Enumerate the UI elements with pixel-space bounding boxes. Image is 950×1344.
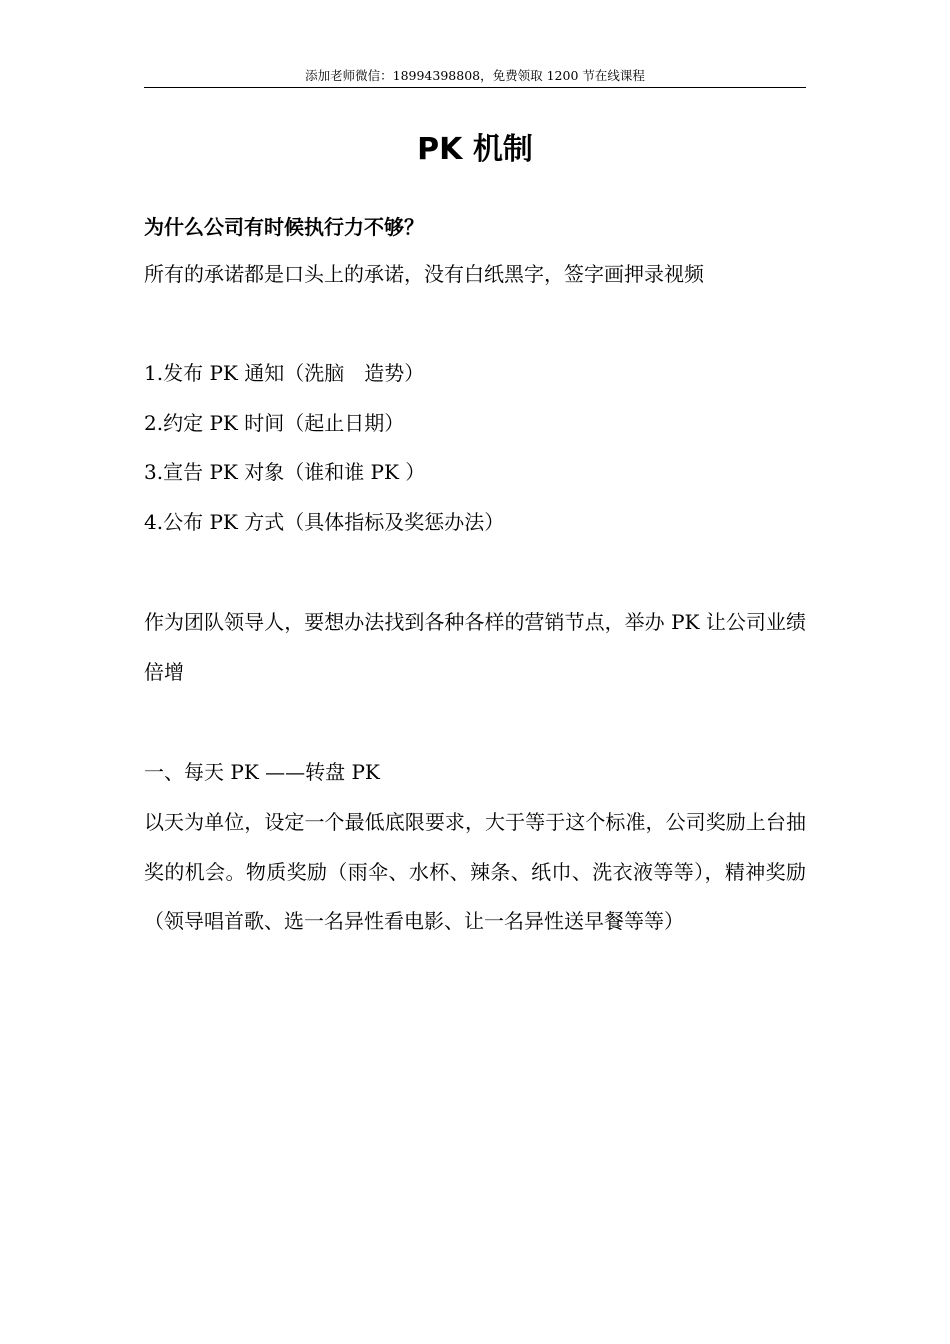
question-heading: 为什么公司有时候执行力不够？ [144,215,424,239]
page-header-text: 添加老师微信：18994398808，免费领取 1200 节在线课程 [305,68,645,83]
step-item-3: 3.宣告 PK 对象（谁和谁 PK ） [144,460,426,484]
step-item-2: 2.约定 PK 时间（起止日期） [144,411,405,435]
header-divider [144,87,806,88]
section-one-body: 以天为单位，设定一个最低底限要求，大于等于这个标准，公司奖励上台抽奖的机会。物质奖励（雨伞、水杯、辣条、纸巾、洗衣液等等），精神奖励（领导唱首歌、选一名异性看电影、让一名异性送早餐等等） [144,810,806,933]
answer-paragraph: 所有的承诺都是口头上的承诺，没有白纸黑字，签字画押录视频 [144,262,704,286]
document-title: PK 机制 [417,132,533,167]
leader-paragraph: 作为团队领导人，要想办法找到各种各样的营销节点，举办 PK 让公司业绩倍增 [144,610,806,684]
step-item-1: 1.发布 PK 通知（洗脑 造势） [144,361,425,385]
section-one-heading: 一、每天 PK ——转盘 PK [144,760,380,784]
step-item-4: 4.公布 PK 方式（具体指标及奖惩办法） [144,510,505,534]
